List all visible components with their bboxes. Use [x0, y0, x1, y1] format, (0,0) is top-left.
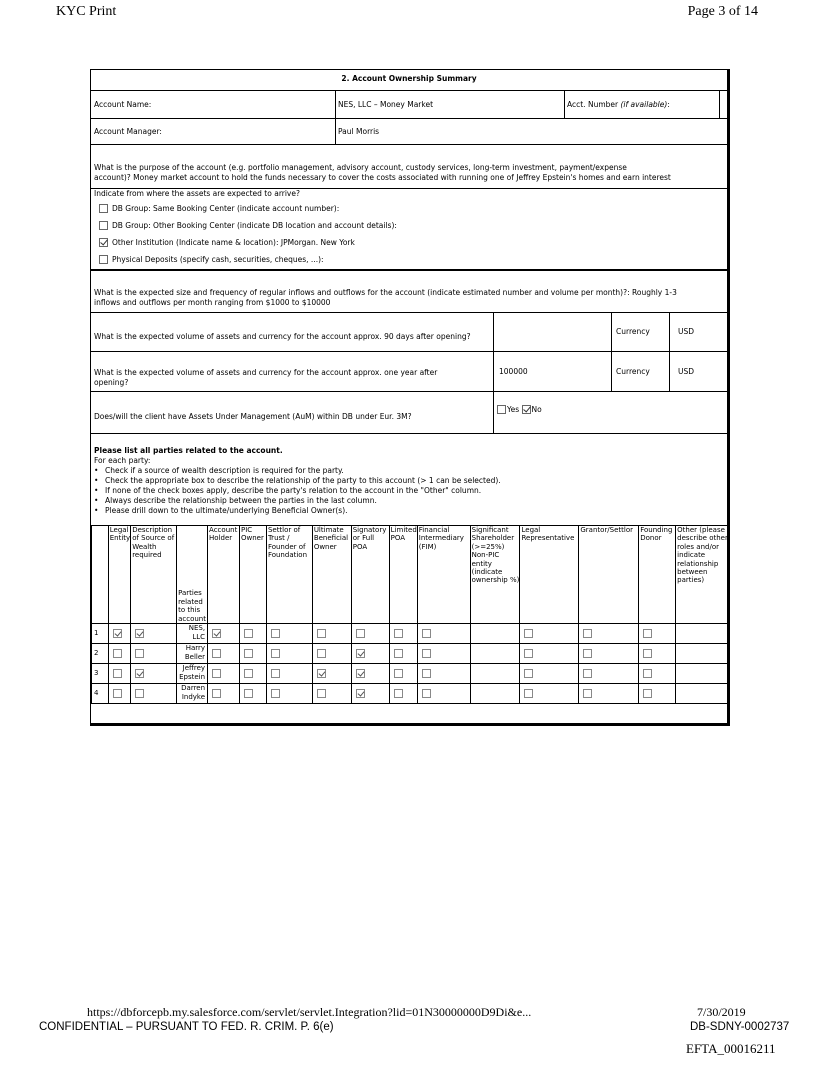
- checkbox-icon[interactable]: [583, 649, 592, 658]
- parties-table: [91, 525, 729, 704]
- party-row: [92, 624, 729, 644]
- checkbox-icon[interactable]: [99, 221, 108, 230]
- footer-confidential: CONFIDENTIAL – PURSUANT TO FED. R. CRIM. P. 6(e): [39, 1021, 334, 1033]
- party-sig-cell: [351, 664, 389, 684]
- aum-answer: Yes No: [497, 405, 542, 415]
- parties-bullet: • Please drill down to the ultimate/underlying Beneficial Owner(s).: [94, 506, 348, 515]
- header-pic-owner: PIC Owner: [240, 526, 267, 624]
- checkbox-icon[interactable]: [113, 689, 122, 698]
- checkbox-icon[interactable]: [244, 669, 253, 678]
- party-sow-cell: [131, 644, 177, 664]
- party-settlor-cell: [266, 644, 312, 664]
- purpose-line-2: account)? Money market account to hold the funds necessary to cover the costs associated with running one of Jeffrey Epstein's homes and earn interest: [94, 173, 671, 182]
- checkbox-icon[interactable]: [524, 649, 533, 658]
- party-blank-cell: [676, 684, 729, 704]
- checkbox-icon[interactable]: [422, 629, 431, 638]
- party-sow-cell: [131, 664, 177, 684]
- checkbox-icon[interactable]: [99, 238, 108, 247]
- checkbox-icon[interactable]: [643, 629, 652, 638]
- checkbox-icon[interactable]: [394, 649, 403, 658]
- party-holder-cell: [208, 644, 240, 664]
- checkbox-icon[interactable]: [244, 629, 253, 638]
- party-holder-cell: [208, 624, 240, 644]
- checkbox-icon[interactable]: [524, 669, 533, 678]
- party-sow-cell: [131, 624, 177, 644]
- checkbox-icon[interactable]: [524, 629, 533, 638]
- party-grantor-cell: [579, 664, 639, 684]
- asset-option-other-institution: Other Institution (Indicate name & location): JPMorgan. New York: [99, 238, 355, 248]
- party-blank-cell: [470, 684, 520, 704]
- party-donor-cell: [639, 684, 676, 704]
- checkbox-icon[interactable]: [583, 629, 592, 638]
- checkbox-icon[interactable]: [422, 689, 431, 698]
- party-sig-cell: [351, 624, 389, 644]
- party-row: [92, 684, 729, 704]
- aum-row: [91, 392, 727, 434]
- parties-bullet: • If none of the check boxes apply, describe the party's relation to the account in the "Other" column.: [94, 486, 482, 495]
- volume-year-value[interactable]: 100000: [499, 367, 528, 376]
- header-legal-entity: Legal Entity: [108, 526, 130, 624]
- party-ubo-cell: [312, 684, 351, 704]
- checkbox-icon[interactable]: [271, 649, 280, 658]
- purpose-line-1: What is the purpose of the account (e.g. portfolio management, advisory account, custody services, long-term investment, payment/expense: [94, 163, 627, 172]
- volume-year-question-2: opening?: [94, 378, 129, 387]
- parties-subtitle: For each party:: [94, 456, 151, 465]
- party-grantor-cell: [579, 644, 639, 664]
- party-sig-cell: [351, 644, 389, 664]
- header-grantor: Grantor/Settlor: [579, 526, 639, 624]
- party-pic-cell: [240, 664, 267, 684]
- print-header-title: KYC Print: [56, 4, 117, 19]
- party-lpoa-cell: [389, 644, 417, 664]
- party-donor-cell: [639, 644, 676, 664]
- party-name: Darren Indyke: [177, 684, 208, 704]
- checkbox-icon[interactable]: [113, 649, 122, 658]
- party-blank-cell: [676, 644, 729, 664]
- party-fim-cell: [417, 644, 470, 664]
- checkbox-icon[interactable]: [135, 629, 144, 638]
- parties-bullet: • Always describe the relationship between the parties in the last column.: [94, 496, 377, 505]
- checkbox-icon[interactable]: [394, 669, 403, 678]
- checkbox-icon[interactable]: [317, 689, 326, 698]
- party-ubo-cell: [312, 664, 351, 684]
- assets-origin-question: Indicate from where the assets are expected to arrive?: [94, 189, 300, 198]
- party-ubo-cell: [312, 624, 351, 644]
- parties-bullet: • Check the appropriate box to describe the relationship of the party to this account (> 1 can be selected).: [94, 476, 501, 485]
- party-legal-cell: [108, 684, 130, 704]
- asset-option-physical-deposits: Physical Deposits (specify cash, securities, cheques, ...):: [99, 255, 324, 265]
- asset-option-other-booking: DB Group: Other Booking Center (indicate DB location and account details):: [99, 221, 397, 231]
- party-name: NES, LLC: [177, 624, 208, 644]
- party-fim-cell: [417, 664, 470, 684]
- party-lpoa-cell: [389, 624, 417, 644]
- party-pic-cell: [240, 624, 267, 644]
- checkbox-icon[interactable]: [212, 669, 221, 678]
- checkbox-icon[interactable]: [356, 649, 365, 658]
- account-name-label: Account Name:: [94, 100, 152, 109]
- checkbox-icon[interactable]: [643, 689, 652, 698]
- party-name: Harry Beller: [177, 644, 208, 664]
- checkbox-icon[interactable]: [356, 669, 365, 678]
- party-donor-cell: [639, 664, 676, 684]
- checkbox-icon[interactable]: [113, 669, 122, 678]
- flows-line-2: inflows and outflows per month ranging from $1000 to $10000: [94, 298, 331, 307]
- checkbox-icon[interactable]: [99, 255, 108, 264]
- party-blank-cell: [470, 644, 520, 664]
- party-row: [92, 644, 729, 664]
- volume-90-row: [91, 313, 727, 352]
- party-blank-cell: [470, 624, 520, 644]
- party-number: 4: [92, 684, 109, 704]
- flows-line-1: What is the expected size and frequency of regular inflows and outflows for the account (indicate estimated number and volume per month)?: Roughly 1-3: [94, 288, 677, 297]
- party-number: 1: [92, 624, 109, 644]
- checkbox-icon[interactable]: [356, 629, 365, 638]
- asset-option-same-booking: DB Group: Same Booking Center (indicate account number):: [99, 204, 339, 214]
- volume-90-currency-label: Currency: [616, 327, 650, 336]
- volume-year-currency[interactable]: USD: [678, 367, 695, 376]
- checkbox-icon[interactable]: [212, 649, 221, 658]
- party-legalrep-cell: [520, 624, 579, 644]
- acct-number-label: Acct. Number (if available):: [567, 100, 670, 109]
- checkbox-icon[interactable]: [643, 649, 652, 658]
- checkbox-icon[interactable]: [271, 689, 280, 698]
- section-title: 2. Account Ownership Summary: [341, 74, 477, 83]
- parties-title: Please list all parties related to the account.: [94, 446, 283, 455]
- party-fim-cell: [417, 624, 470, 644]
- party-legal-cell: [108, 664, 130, 684]
- kyc-form: [90, 69, 730, 726]
- party-settlor-cell: [266, 624, 312, 644]
- party-blank-cell: [676, 624, 729, 644]
- parties-intro: [94, 446, 727, 516]
- party-sow-cell: [131, 684, 177, 704]
- footer-bates-number: DB-SDNY-0002737: [690, 1021, 790, 1033]
- header-source-of-wealth: Description of Source of Wealth required: [131, 526, 177, 624]
- checkbox-icon[interactable]: [583, 689, 592, 698]
- parties-bullet: • Check if a source of wealth description is required for the party.: [94, 466, 344, 475]
- checkbox-icon[interactable]: [317, 629, 326, 638]
- checkbox-icon[interactable]: [583, 669, 592, 678]
- checkbox-icon[interactable]: [522, 405, 531, 414]
- party-row: [92, 664, 729, 684]
- header-shareholder: Significant Shareholder (>=25%) Non-PIC entity (indicate ownership %): [470, 526, 520, 624]
- checkbox-icon[interactable]: [244, 689, 253, 698]
- party-holder-cell: [208, 684, 240, 704]
- header-ubo: Ultimate Beneficial Owner: [312, 526, 351, 624]
- checkbox-icon[interactable]: [271, 669, 280, 678]
- party-legalrep-cell: [520, 664, 579, 684]
- party-lpoa-cell: [389, 664, 417, 684]
- checkbox-icon[interactable]: [212, 629, 221, 638]
- footer-efta-number: EFTA_00016211: [686, 1041, 776, 1056]
- checkbox-icon[interactable]: [317, 669, 326, 678]
- footer-url: https://dbforcepb.my.salesforce.com/servlet/servlet.Integration?lid=01N30000000D9Di&e...: [87, 1005, 532, 1019]
- checkbox-icon[interactable]: [422, 669, 431, 678]
- header-legal-rep: Legal Representative: [520, 526, 579, 624]
- header-signatory: Signatory or Full POA: [351, 526, 389, 624]
- account-name-row: [91, 91, 727, 119]
- party-grantor-cell: [579, 624, 639, 644]
- party-ubo-cell: [312, 644, 351, 664]
- account-manager-row: [91, 119, 727, 145]
- section-title-row: [91, 70, 727, 91]
- assets-origin-row: [91, 189, 727, 270]
- header-num: [92, 526, 109, 624]
- parties-header-row: [92, 526, 729, 624]
- volume-year-currency-label: Currency: [616, 367, 650, 376]
- party-pic-cell: [240, 684, 267, 704]
- header-founding-donor: Founding Donor: [639, 526, 676, 624]
- party-sig-cell: [351, 684, 389, 704]
- party-number: 2: [92, 644, 109, 664]
- header-other: Other (please describe other roles and/or indicate relationship between parties): [676, 526, 729, 624]
- party-pic-cell: [240, 644, 267, 664]
- party-legal-cell: [108, 624, 130, 644]
- flows-row: [91, 270, 727, 313]
- checkbox-icon[interactable]: [356, 689, 365, 698]
- party-legal-cell: [108, 644, 130, 664]
- checkbox-icon[interactable]: [643, 669, 652, 678]
- checkbox-icon[interactable]: [497, 405, 506, 414]
- account-manager-label: Account Manager:: [94, 127, 162, 136]
- checkbox-icon[interactable]: [244, 649, 253, 658]
- volume-90-question: What is the expected volume of assets and currency for the account approx. 90 days after opening?: [94, 332, 471, 341]
- party-lpoa-cell: [389, 684, 417, 704]
- checkbox-icon[interactable]: [524, 689, 533, 698]
- party-blank-cell: [470, 664, 520, 684]
- account-manager-value: Paul Morris: [338, 127, 380, 136]
- checkbox-icon[interactable]: [422, 649, 431, 658]
- party-blank-cell: [676, 664, 729, 684]
- party-holder-cell: [208, 664, 240, 684]
- header-parties-related: Parties related to this account: [177, 526, 208, 624]
- volume-year-question-1: What is the expected volume of assets and currency for the account approx. one year after: [94, 368, 438, 377]
- header-fim: Financial Intermediary (FIM): [417, 526, 470, 624]
- checkbox-icon[interactable]: [135, 649, 144, 658]
- purpose-row: [91, 145, 727, 189]
- footer-date: 7/30/2019: [697, 1005, 746, 1019]
- party-settlor-cell: [266, 684, 312, 704]
- account-name-value: NES, LLC – Money Market: [338, 100, 434, 109]
- volume-year-row: [91, 352, 727, 392]
- checkbox-icon[interactable]: [212, 689, 221, 698]
- checkbox-icon[interactable]: [135, 689, 144, 698]
- volume-90-currency[interactable]: USD: [678, 327, 695, 336]
- party-fim-cell: [417, 684, 470, 704]
- checkbox-icon[interactable]: [271, 629, 280, 638]
- checkbox-icon[interactable]: [394, 629, 403, 638]
- header-account-holder: Account Holder: [208, 526, 240, 624]
- party-settlor-cell: [266, 664, 312, 684]
- checkbox-icon[interactable]: [394, 689, 403, 698]
- checkbox-icon[interactable]: [113, 629, 122, 638]
- party-donor-cell: [639, 624, 676, 644]
- party-name: Jeffrey Epstein: [177, 664, 208, 684]
- checkbox-icon[interactable]: [317, 649, 326, 658]
- header-settlor: Settlor of Trust / Founder of Foundation: [266, 526, 312, 624]
- party-number: 3: [92, 664, 109, 684]
- checkbox-icon[interactable]: [135, 669, 144, 678]
- party-legalrep-cell: [520, 644, 579, 664]
- header-limited-poa: Limited POA: [389, 526, 417, 624]
- page-number: Page 3 of 14: [687, 4, 758, 19]
- party-legalrep-cell: [520, 684, 579, 704]
- checkbox-icon[interactable]: [99, 204, 108, 213]
- aum-question: Does/will the client have Assets Under Management (AuM) within DB under Eur. 3M?: [94, 412, 412, 421]
- party-grantor-cell: [579, 684, 639, 704]
